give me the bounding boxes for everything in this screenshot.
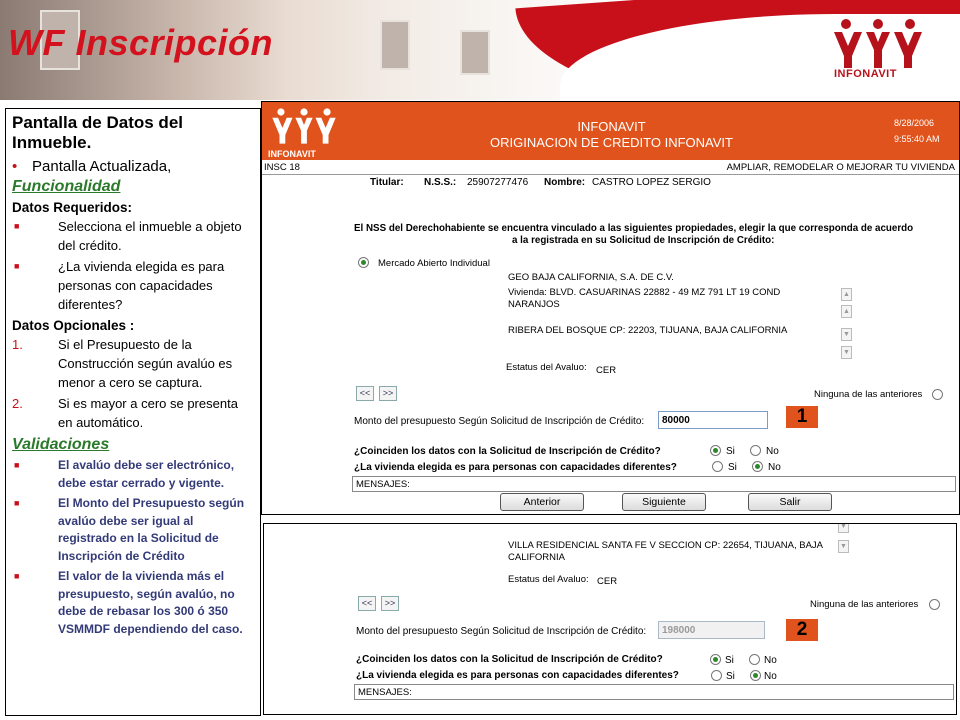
requeridos-heading: Datos Requeridos:	[12, 200, 133, 215]
estatus-label: Estatus del Avaluo:	[508, 574, 589, 585]
property-address-line2: NARANJOS	[508, 299, 560, 310]
option-radio[interactable]	[358, 257, 369, 268]
panel-title: Pantalla de Datos del Inmueble.	[12, 113, 183, 152]
banner-subtitle: ORIGINACION DE CREDITO INFONAVIT	[490, 135, 733, 150]
anterior-button[interactable]: Anterior	[500, 493, 584, 511]
description-panel	[5, 108, 261, 716]
callout-badge-1: 1	[786, 406, 818, 428]
callout-badge-2: 2	[786, 619, 818, 641]
messages-box	[352, 476, 956, 492]
instruction-line2: a la registrada en su Solicitud de Inscripción de Crédito:	[512, 235, 775, 246]
product-name: AMPLIAR, REMODELAR O MEJORAR TU VIVIENDA	[726, 162, 955, 173]
previous-page-button[interactable]: <<	[358, 596, 376, 611]
square-bullet-icon: ■	[14, 571, 20, 581]
coinciden-label: ¿Coinciden los datos con la Solicitud de Inscripción de Crédito?	[356, 654, 663, 665]
list-item: ■ El Monto del Presupuesto según avalúo debe ser igual al registrado en la Solicitud de Inscripción de Crédito	[12, 495, 254, 565]
scroll-up-icon[interactable]: ▲	[841, 288, 852, 301]
estatus-label: Estatus del Avaluo:	[506, 362, 587, 373]
capacidades-no-radio[interactable]	[752, 461, 763, 472]
scroll-down-icon[interactable]: ▼	[838, 523, 849, 533]
next-page-button[interactable]: >>	[379, 386, 397, 401]
screenshot-updated-screen	[261, 101, 960, 515]
instruction-line1: El NSS del Derechohabiente se encuentra vinculado a las siguientes propiedades, elegir la que corresponda de acuerdo	[354, 223, 914, 234]
monto-input[interactable]: 80000	[658, 411, 768, 429]
banner-date: 8/28/2006	[894, 118, 935, 128]
square-bullet-icon: ■	[14, 498, 20, 508]
slide-header	[0, 0, 960, 100]
square-bullet-icon: ■	[14, 460, 20, 470]
opcionales-list	[12, 335, 254, 432]
list-item: ■ ¿La vivienda elegida es para personas con capacidades diferentes?	[14, 259, 225, 312]
previous-page-button[interactable]: <<	[356, 386, 374, 401]
screenshot-automatic-budget	[263, 523, 957, 715]
banner-time: 9:55:40 AM	[894, 134, 940, 144]
capacidades-no-label: No	[764, 671, 777, 682]
nss-label: N.S.S.:	[424, 177, 457, 188]
capacidades-si-radio[interactable]	[711, 670, 722, 681]
property-location: RIBERA DEL BOSQUE CP: 22203, TIJUANA, BAJA CALIFORNIA	[508, 325, 788, 336]
property-address-line1: Vivienda: BLVD. CASUARINAS 22882 - 49 MZ 791 LT 19 COND	[508, 287, 781, 298]
logo-wordmark: INFONAVIT	[834, 68, 897, 80]
validaciones-list	[12, 457, 254, 638]
coinciden-no-radio[interactable]	[749, 654, 760, 665]
ninguna-label: Ninguna de las anteriores	[810, 599, 919, 610]
coinciden-no-label: No	[766, 446, 779, 457]
scroll-up-icon[interactable]: ▲	[841, 305, 852, 318]
nss-value: 25907277476	[467, 177, 529, 188]
requeridos-list	[12, 217, 254, 314]
bullet-dot-icon: •	[12, 158, 18, 175]
ninguna-label: Ninguna de las anteriores	[814, 389, 923, 400]
list-item: 1. Si el Presupuesto de la Construcción según avalúo es menor a cero se captura.	[12, 337, 233, 390]
capacidades-si-radio[interactable]	[712, 461, 723, 472]
list-item: ■ El avalúo debe ser electrónico, debe estar cerrado y vigente.	[12, 457, 254, 492]
funcionalidad-heading: Funcionalidad	[12, 178, 121, 195]
capacidades-si-label: Si	[728, 462, 737, 473]
nombre-value: CASTRO LOPEZ SERGIO	[592, 177, 711, 188]
scroll-down-icon[interactable]: ▼	[841, 346, 852, 359]
capacidades-label: ¿La vivienda elegida es para personas con capacidades diferentes?	[356, 670, 679, 681]
ninguna-radio[interactable]	[932, 389, 943, 400]
monto-label: Monto del presupuesto Según Solicitud de Inscripción de Crédito:	[356, 626, 647, 637]
square-bullet-icon: ■	[14, 261, 20, 271]
banner-wordmark: INFONAVIT	[268, 149, 316, 159]
property-line1: VILLA RESIDENCIAL SANTA FE V SECCION CP: 22654, TIJUANA, BAJA	[508, 540, 824, 551]
bullet-text: Pantalla Actualizada,	[32, 158, 172, 175]
square-bullet-icon: ■	[14, 221, 20, 231]
capacidades-no-label: No	[768, 462, 781, 473]
ninguna-radio[interactable]	[929, 599, 940, 610]
monto-label: Monto del presupuesto Según Solicitud de Inscripción de Crédito:	[354, 416, 645, 427]
banner-title: INFONAVIT	[577, 119, 646, 134]
messages-label: MENSAJES:	[356, 479, 410, 490]
validaciones-heading: Validaciones	[12, 436, 110, 453]
coinciden-no-label: No	[764, 655, 777, 666]
property-company: GEO BAJA CALIFORNIA, S.A. DE C.V.	[508, 272, 674, 283]
capacidades-si-label: Si	[726, 671, 735, 682]
list-item: 2. Si es mayor a cero se presenta en automático.	[12, 396, 238, 430]
slide-title: WF Inscripción	[8, 22, 274, 63]
screen-code: INSC 18	[264, 162, 300, 173]
coinciden-si-radio[interactable]	[710, 654, 721, 665]
next-page-button[interactable]: >>	[381, 596, 399, 611]
screen-id-strip	[262, 160, 960, 175]
estatus-value: CER	[596, 365, 617, 376]
coinciden-si-radio[interactable]	[710, 445, 721, 456]
list-item: ■ Selecciona el inmueble a objeto del crédito.	[14, 219, 242, 253]
monto-input-disabled: 198000	[658, 621, 765, 639]
capacidades-label: ¿La vivienda elegida es para personas con capacidades diferentes?	[354, 462, 677, 473]
coinciden-si-label: Si	[726, 446, 735, 457]
titular-label: Titular:	[370, 177, 404, 188]
siguiente-button[interactable]: Siguiente	[622, 493, 706, 511]
scroll-down-icon[interactable]: ▼	[838, 540, 849, 553]
messages-label: MENSAJES:	[358, 687, 412, 698]
opcionales-heading: Datos Opcionales :	[12, 318, 135, 333]
app-banner	[262, 102, 960, 160]
panel-bullet	[12, 158, 254, 175]
coinciden-si-label: Si	[725, 655, 734, 666]
messages-box	[354, 684, 954, 700]
capacidades-no-radio[interactable]	[750, 670, 761, 681]
salir-button[interactable]: Salir	[748, 493, 832, 511]
coinciden-no-radio[interactable]	[750, 445, 761, 456]
estatus-value: CER	[597, 576, 618, 587]
list-item: ■ El valor de la vivienda más el presupuesto, según avalúo, no debe de rebasar los 300 ó 350 VSMMDF dependiendo del caso.	[12, 568, 254, 638]
property-line2: CALIFORNIA	[508, 552, 566, 563]
coinciden-label: ¿Coinciden los datos con la Solicitud de Inscripción de Crédito?	[354, 446, 661, 457]
scroll-down-icon[interactable]: ▼	[841, 328, 852, 341]
option-label: Mercado Abierto Individual	[378, 258, 490, 269]
nombre-label: Nombre:	[544, 177, 586, 188]
